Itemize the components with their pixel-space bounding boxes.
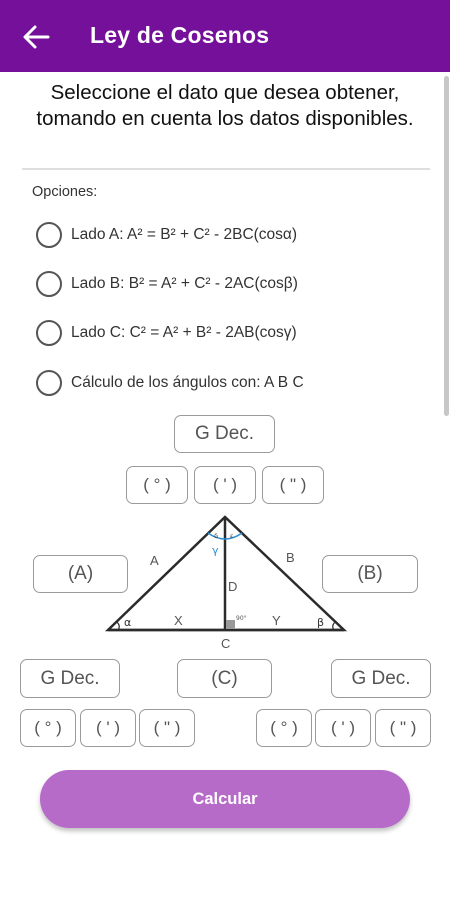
scrollbar[interactable] bbox=[444, 76, 449, 416]
option-label: Lado A: A² = B² + C² - 2BC(cosα) bbox=[71, 226, 298, 243]
radio-button[interactable] bbox=[36, 370, 62, 396]
label-delta: δ bbox=[214, 532, 218, 540]
triangle-diagram bbox=[100, 512, 350, 652]
gamma-degrees-field[interactable]: ( ° ) bbox=[126, 466, 188, 504]
radio-button[interactable] bbox=[36, 271, 62, 297]
option-angles[interactable] bbox=[36, 370, 304, 396]
calculate-button[interactable]: Calcular bbox=[40, 770, 410, 828]
label-height-d: D bbox=[228, 579, 238, 594]
instruction-text: Seleccione el dato que desea obtener, tomando en cuenta los datos disponibles. bbox=[36, 81, 414, 130]
options-label: Opciones: bbox=[32, 184, 98, 200]
option-side-a[interactable] bbox=[36, 222, 297, 248]
gamma-minutes-field[interactable]: ( ' ) bbox=[194, 466, 256, 504]
option-side-b[interactable] bbox=[36, 271, 298, 297]
label-side-c: C bbox=[221, 636, 231, 651]
app-bar bbox=[0, 0, 450, 72]
label-alpha: α bbox=[124, 616, 132, 629]
label-epsilon: ε bbox=[230, 532, 234, 540]
beta-minutes-field[interactable]: ( ' ) bbox=[315, 709, 371, 747]
label-segment-y: Y bbox=[272, 613, 281, 628]
alpha-seconds-field[interactable]: ( " ) bbox=[139, 709, 195, 747]
divider bbox=[22, 168, 430, 170]
alpha-degrees-field[interactable]: ( ° ) bbox=[20, 709, 76, 747]
label-beta: β bbox=[317, 616, 325, 629]
alpha-decimal-degrees-field[interactable]: G Dec. bbox=[20, 659, 120, 698]
radio-button[interactable] bbox=[36, 222, 62, 248]
gamma-seconds-field[interactable]: ( " ) bbox=[262, 466, 324, 504]
beta-decimal-degrees-field[interactable]: G Dec. bbox=[331, 659, 431, 698]
label-side-a: A bbox=[150, 553, 159, 568]
option-label: Lado B: B² = A² + C² - 2AC(cosβ) bbox=[71, 275, 298, 292]
label-right-angle: 90° bbox=[236, 615, 247, 622]
gamma-decimal-degrees-field[interactable]: G Dec. bbox=[174, 415, 275, 453]
page-title: Ley de Cosenos bbox=[90, 22, 270, 48]
side-c-field[interactable]: (C) bbox=[177, 659, 272, 698]
label-segment-x: X bbox=[174, 613, 183, 628]
back-arrow-icon[interactable] bbox=[22, 24, 50, 50]
radio-button[interactable] bbox=[36, 320, 62, 346]
beta-degrees-field[interactable]: ( ° ) bbox=[256, 709, 312, 747]
alpha-minutes-field[interactable]: ( ' ) bbox=[80, 709, 136, 747]
option-side-c[interactable] bbox=[36, 320, 297, 346]
side-a-field[interactable]: (A) bbox=[33, 555, 128, 593]
option-label: Lado C: C² = A² + B² - 2AB(cosγ) bbox=[71, 324, 297, 341]
label-gamma: γ bbox=[212, 544, 219, 557]
label-side-b: B bbox=[286, 550, 295, 565]
side-b-field[interactable]: (B) bbox=[322, 555, 418, 593]
option-label: Cálculo de los ángulos con: A B C bbox=[71, 374, 304, 391]
beta-seconds-field[interactable]: ( " ) bbox=[375, 709, 431, 747]
